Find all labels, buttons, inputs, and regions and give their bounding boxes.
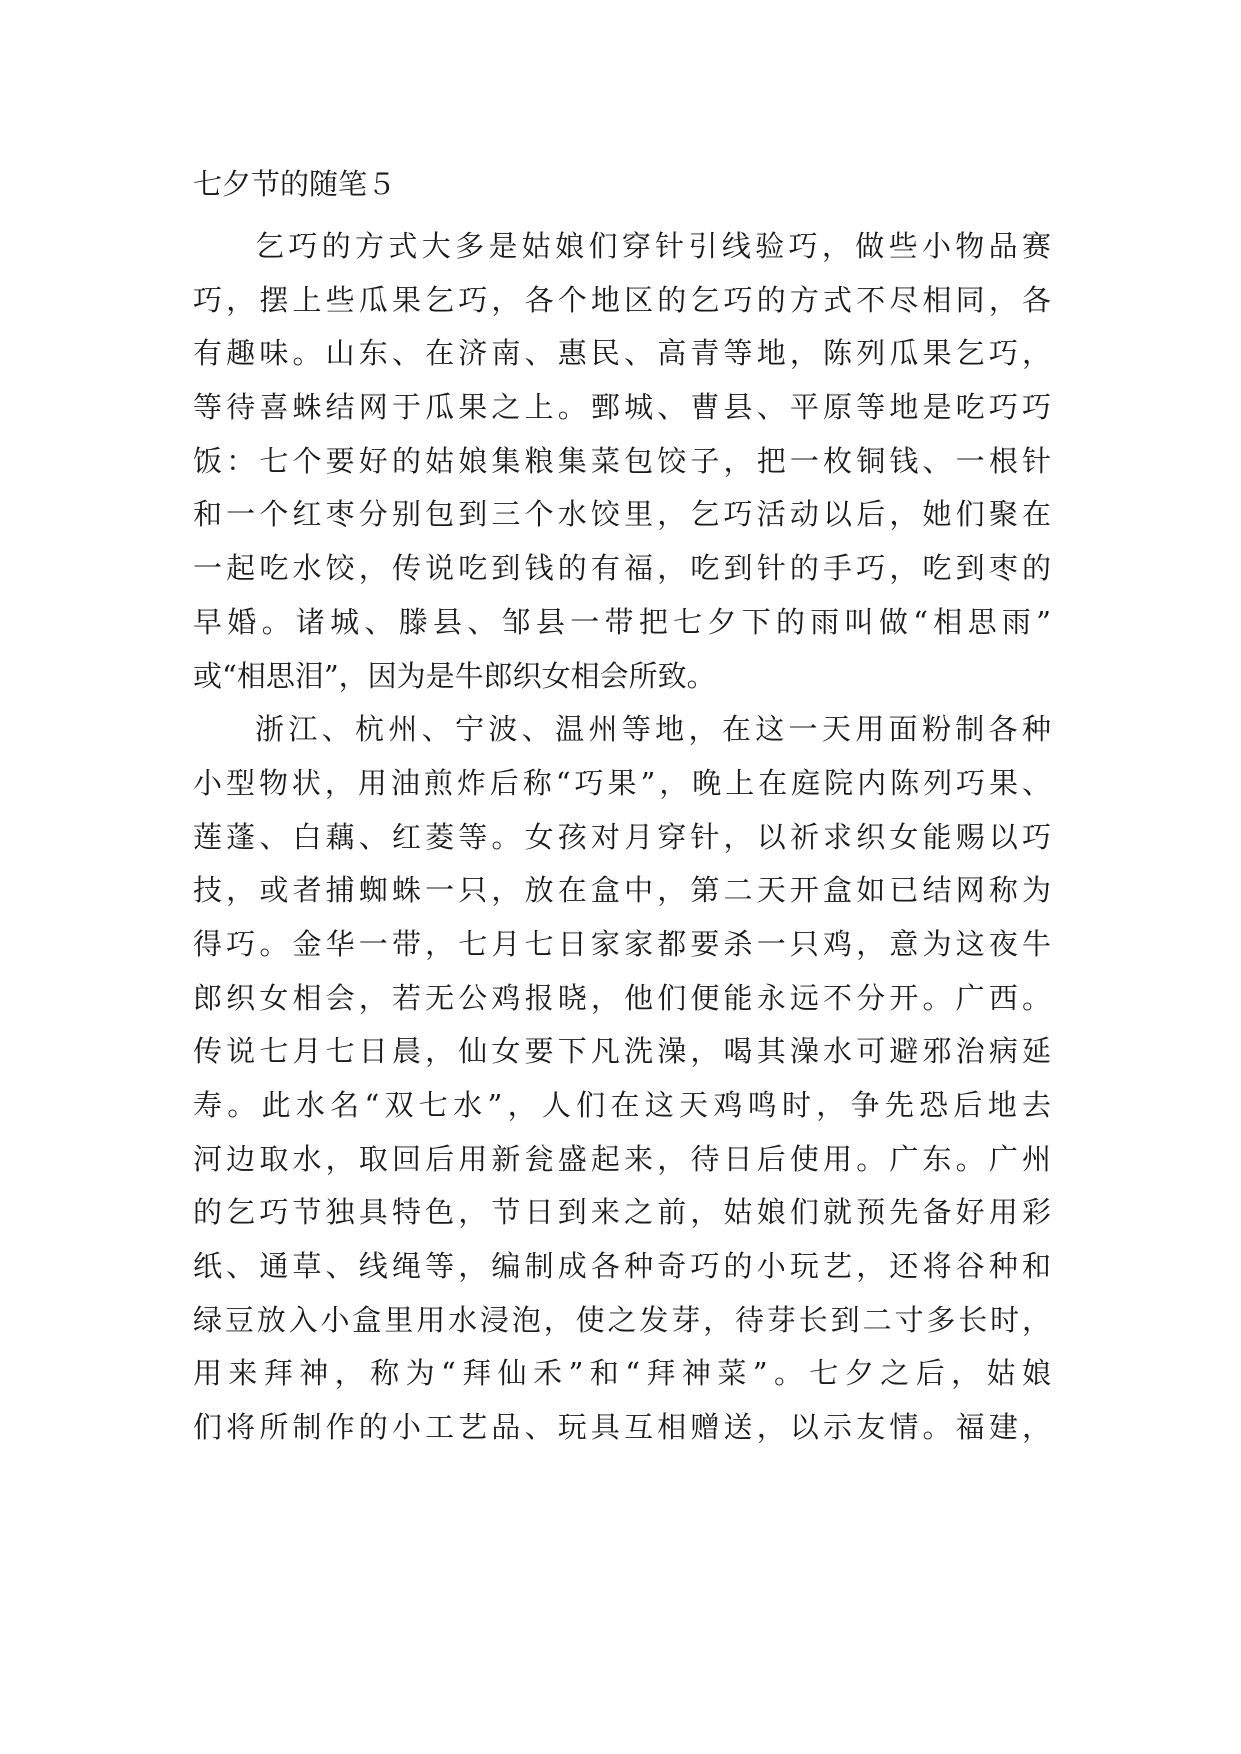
- paragraph-1-line-1: 乞巧的方式大多是姑娘们穿针引线验巧，做些小物品赛: [255, 229, 1051, 263]
- paragraph-2-line-7: 传说七月七日晨，仙女要下凡洗澡，喝其澡水可避邪治病延: [193, 1034, 1051, 1069]
- paragraph-1-line-4: 等待喜蛛结网于瓜果之上。鄄城、曹县、平原等地是吃巧巧: [193, 390, 1051, 425]
- paragraph-2-line-11: 纸、通草、线绳等，编制成各种奇巧的小玩艺，还将谷种和: [193, 1249, 1051, 1284]
- paragraph-2-line-5: 得巧。金华一带，七月七日家家都要杀一只鸡，意为这夜牛: [193, 926, 1051, 961]
- paragraph-2-line-12: 绿豆放入小盒里用水浸泡，使之发芽，待芽长到二寸多长时，: [193, 1302, 1051, 1337]
- paragraph-1-line-9: 或“相思泪”，因为是牛郎织女相会所致。: [193, 658, 716, 693]
- paragraph-2-line-8: 寿。此水名“双七水”，人们在这天鸡鸣时，争先恐后地去: [193, 1088, 1051, 1122]
- paragraph-1-line-8: 早婚。诸城、滕县、邹县一带把七夕下的雨叫做“相思雨”: [193, 604, 1051, 639]
- paragraph-2-line-13: 用来拜神，称为“拜仙禾”和“拜神菜”。七夕之后，姑娘: [193, 1356, 1051, 1391]
- paragraph-2-line-6: 郎织女相会，若无公鸡报晓，他们便能永远不分开。广西。: [193, 980, 1051, 1015]
- paragraph-2-line-2: 小型物状，用油煎炸后称“巧果”，晚上在庭院内陈列巧果、: [193, 765, 1051, 800]
- paragraph-2-line-3: 莲蓬、白藕、红菱等。女孩对月穿针，以祈求织女能赐以巧: [193, 819, 1051, 854]
- document-body: [193, 220, 1051, 1455]
- paragraph-1-line-2: 巧，摆上些瓜果乞巧，各个地区的乞巧的方式不尽相同，各: [193, 282, 1051, 317]
- paragraph-1-line-6: 和一个红枣分别包到三个水饺里，乞巧活动以后，她们聚在: [193, 497, 1051, 532]
- paragraph-2-line-14: 们将所制作的小工艺品、玩具互相赠送，以示友情。福建，: [193, 1410, 1051, 1445]
- paragraph-1-line-5: 饭：七个要好的姑娘集粮集菜包饺子，把一枚铜钱、一根针: [193, 443, 1051, 478]
- document-title: 七夕节的随笔５: [193, 167, 397, 201]
- paragraph-1-line-7: 一起吃水饺，传说吃到钱的有福，吃到针的手巧，吃到枣的: [193, 551, 1051, 586]
- paragraph-2-line-9: 河边取水，取回后用新瓮盛起来，待日后使用。广东。广州: [193, 1141, 1051, 1176]
- paragraph-2-line-4: 技，或者捕蜘蛛一只，放在盒中，第二天开盒如已结网称为: [193, 873, 1051, 908]
- paragraph-1-line-3: 有趣味。山东、在济南、惠民、高青等地，陈列瓜果乞巧，: [193, 336, 1051, 371]
- paragraph-2-line-1: 浙江、杭州、宁波、温州等地，在这一天用面粉制各种: [255, 712, 1051, 747]
- paragraph-2-line-10: 的乞巧节独具特色，节日到来之前，姑娘们就预先备好用彩: [193, 1195, 1051, 1230]
